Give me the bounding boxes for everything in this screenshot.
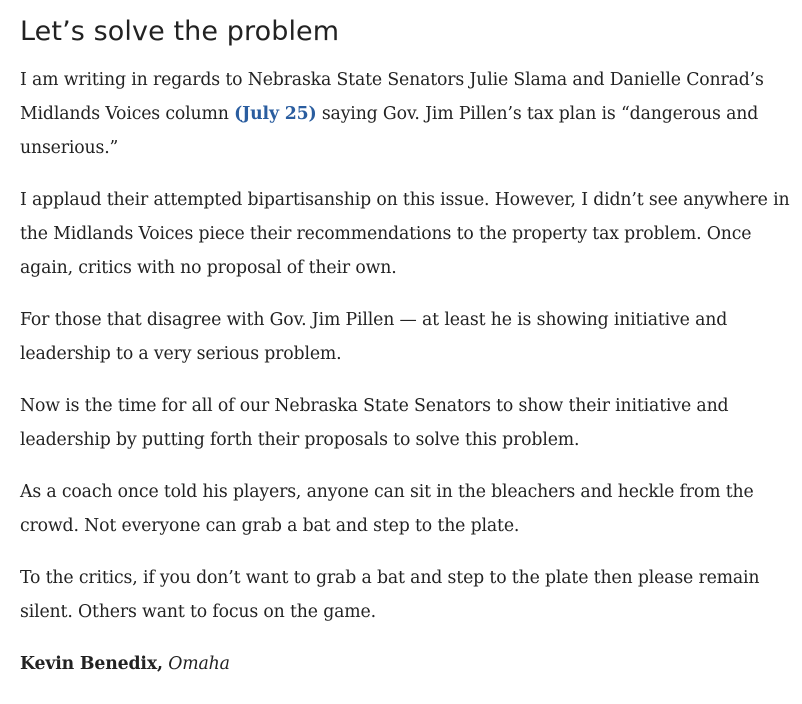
paragraph-2: I applaud their attempted bipartisanship on this issue. However, I didn’t see anywhere in the Midlands Voices piece their recommendations to the property tax problem. Once again, critics with no proposal of their own.: [20, 190, 790, 278]
column-date-link[interactable]: (July 25): [234, 104, 317, 124]
paragraph-5: As a coach once told his players, anyone can sit in the bleachers and heckle from the crowd. Not everyone can grab a bat and step to the plate.: [20, 482, 754, 536]
paragraph-1-text-before: I am writing in regards to Nebraska State Senators Julie Slama and Danielle Conrad’s Midlands Voices column: [20, 70, 764, 124]
letter-article: [20, 14, 790, 699]
paragraph-1: [20, 63, 790, 165]
signature-name: Kevin Benedix,: [20, 654, 163, 674]
letter-headline: Let’s solve the problem: [20, 16, 340, 47]
paragraph-6: To the critics, if you don’t want to grab a bat and step to the plate then please remain silent. Others want to focus on the game.: [20, 568, 760, 622]
signature: [20, 647, 790, 681]
paragraph-1-text-after: saying Gov. Jim Pillen’s tax plan is “dangerous and unserious.”: [20, 104, 759, 158]
paragraph-4: Now is the time for all of our Nebraska State Senators to show their initiative and leadership by putting forth their proposals to solve this problem.: [20, 396, 729, 450]
signature-city: Omaha: [168, 654, 230, 674]
paragraph-3: For those that disagree with Gov. Jim Pillen — at least he is showing initiative and leadership to a very serious problem.: [20, 310, 728, 364]
